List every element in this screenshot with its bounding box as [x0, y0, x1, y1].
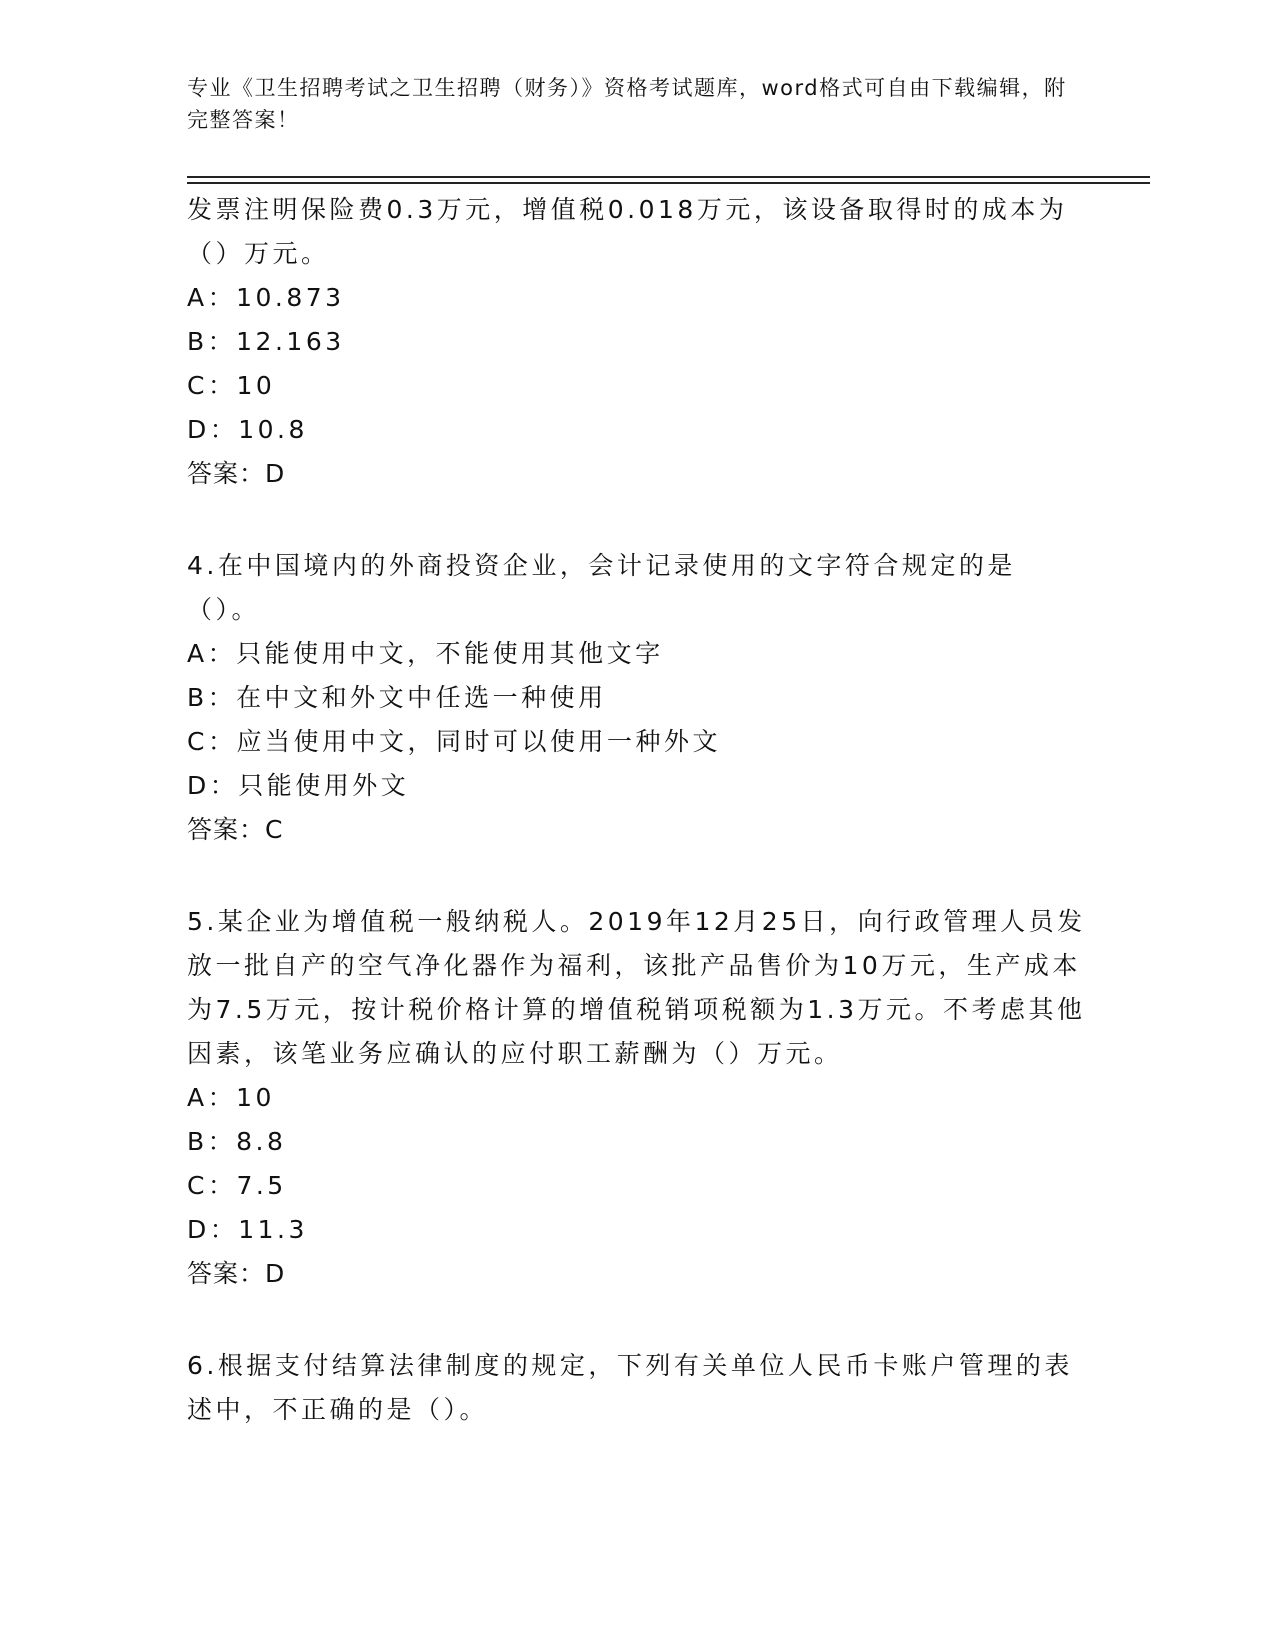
option-d: D：只能使用外文: [187, 771, 410, 800]
answer-line: 答案：D: [187, 459, 286, 488]
question-block: [187, 188, 1087, 496]
option-b: B：8.8: [187, 1127, 287, 1156]
option-b: B：在中文和外文中任选一种使用: [187, 683, 607, 712]
option-c: C：7.5: [187, 1171, 287, 1200]
header-divider-top: [187, 176, 1150, 178]
header-divider-bottom: [187, 182, 1150, 184]
document-header: 专业《卫生招聘考试之卫生招聘（财务）》资格考试题库，word格式可自由下载编辑，附完整答案！: [187, 76, 1067, 132]
question-block: [187, 900, 1087, 1296]
answer-line: 答案：C: [187, 815, 284, 844]
question-stem: 发票注明保险费0.3万元，增值税0.018万元，该设备取得时的成本为（）万元。: [187, 195, 1068, 268]
option-a: A：只能使用中文，不能使用其他文字: [187, 639, 664, 668]
option-c: C：10: [187, 371, 276, 400]
option-a: A：10.873: [187, 283, 345, 312]
option-d: D：10.8: [187, 415, 308, 444]
question-stem: 6.根据支付结算法律制度的规定，下列有关单位人民币卡账户管理的表述中，不正确的是（）。: [187, 1351, 1073, 1424]
option-d: D：11.3: [187, 1215, 308, 1244]
question-block: [187, 1344, 1087, 1432]
question-block: [187, 544, 1087, 852]
option-a: A：10: [187, 1083, 275, 1112]
option-b: B：12.163: [187, 327, 345, 356]
option-c: C：应当使用中文，同时可以使用一种外文: [187, 727, 721, 756]
question-list: [187, 188, 1087, 1432]
answer-line: 答案：D: [187, 1259, 286, 1288]
question-stem: 4.在中国境内的外商投资企业，会计记录使用的文字符合规定的是（）。: [187, 551, 1016, 624]
question-stem: 5.某企业为增值税一般纳税人。2019年12月25日，向行政管理人员发放一批自产的空气净化器作为福利，该批产品售价为10万元，生产成本为7.5万元，按计税价格计算的增值税销项税额为1.3万元。不考虑其他因素，该笔业务应确认的应付职工薪酬为（）万元。: [187, 907, 1086, 1068]
